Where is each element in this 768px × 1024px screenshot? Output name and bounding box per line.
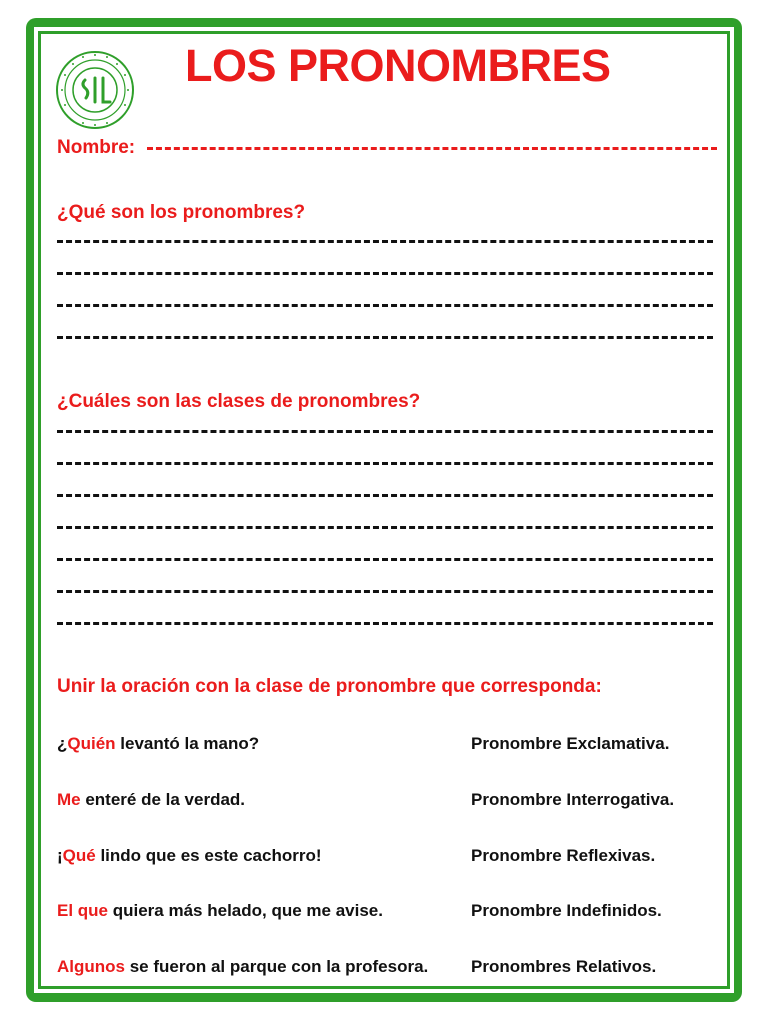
question-1: ¿Qué son los pronombres? bbox=[57, 202, 306, 223]
answer-line[interactable] bbox=[57, 526, 713, 529]
match-row bbox=[57, 846, 717, 872]
pronoun-highlight: Quién bbox=[67, 734, 116, 753]
page-title: LOS PRONOMBRES bbox=[185, 40, 611, 91]
answer-line[interactable] bbox=[57, 304, 713, 307]
answer-line[interactable] bbox=[57, 590, 713, 593]
match-row bbox=[57, 734, 717, 760]
name-label: Nombre: bbox=[57, 137, 136, 158]
sentence-rest: se fueron al parque con la profesora. bbox=[125, 957, 429, 976]
answer-line[interactable] bbox=[57, 494, 713, 497]
answer-line[interactable] bbox=[57, 622, 713, 625]
sentence-rest: quiera más helado, que me avise. bbox=[108, 901, 383, 920]
sentence-2[interactable] bbox=[57, 790, 245, 810]
answer-line[interactable] bbox=[57, 430, 713, 433]
match-row bbox=[57, 957, 717, 983]
answer-line[interactable] bbox=[57, 272, 713, 275]
sentence-5[interactable] bbox=[57, 957, 428, 977]
answer-line[interactable] bbox=[57, 462, 713, 465]
pronoun-highlight: El que bbox=[57, 901, 109, 920]
match-row bbox=[57, 790, 717, 816]
sentence-1[interactable] bbox=[57, 734, 259, 754]
sentence-prefix: ¡ bbox=[57, 846, 63, 865]
pronoun-class-5[interactable]: Pronombres Relativos. bbox=[471, 957, 657, 976]
name-blank[interactable] bbox=[147, 147, 717, 150]
sentence-rest: enteré de la verdad. bbox=[80, 790, 246, 809]
sentence-3[interactable] bbox=[57, 846, 322, 866]
pronoun-class-2[interactable]: Pronombre Interrogativa. bbox=[471, 790, 675, 809]
exercise-instruction: Unir la oración con la clase de pronombre que corresponda: bbox=[57, 676, 602, 697]
answer-lines-2[interactable] bbox=[57, 430, 713, 625]
pronoun-class-3[interactable]: Pronombre Reflexivas. bbox=[471, 846, 656, 865]
answer-line[interactable] bbox=[57, 558, 713, 561]
pronoun-highlight: Me bbox=[57, 790, 81, 809]
answer-lines-1[interactable] bbox=[57, 240, 713, 339]
match-row bbox=[57, 901, 717, 927]
answer-line[interactable] bbox=[57, 336, 713, 339]
sentence-4[interactable] bbox=[57, 901, 383, 921]
pronoun-class-1[interactable]: Pronombre Exclamativa. bbox=[471, 734, 670, 753]
name-field[interactable] bbox=[57, 134, 717, 162]
answer-line[interactable] bbox=[57, 240, 713, 243]
sentence-prefix: ¿ bbox=[57, 734, 68, 753]
sentence-rest: levantó la mano? bbox=[115, 734, 260, 753]
school-seal-icon bbox=[55, 50, 135, 130]
sentence-rest: lindo que es este cachorro! bbox=[95, 846, 322, 865]
pronoun-class-4[interactable]: Pronombre Indefinidos. bbox=[471, 901, 662, 920]
pronoun-highlight: Algunos bbox=[57, 957, 125, 976]
question-2: ¿Cuáles son las clases de pronombres? bbox=[57, 391, 421, 412]
pronoun-highlight: Qué bbox=[62, 846, 96, 865]
